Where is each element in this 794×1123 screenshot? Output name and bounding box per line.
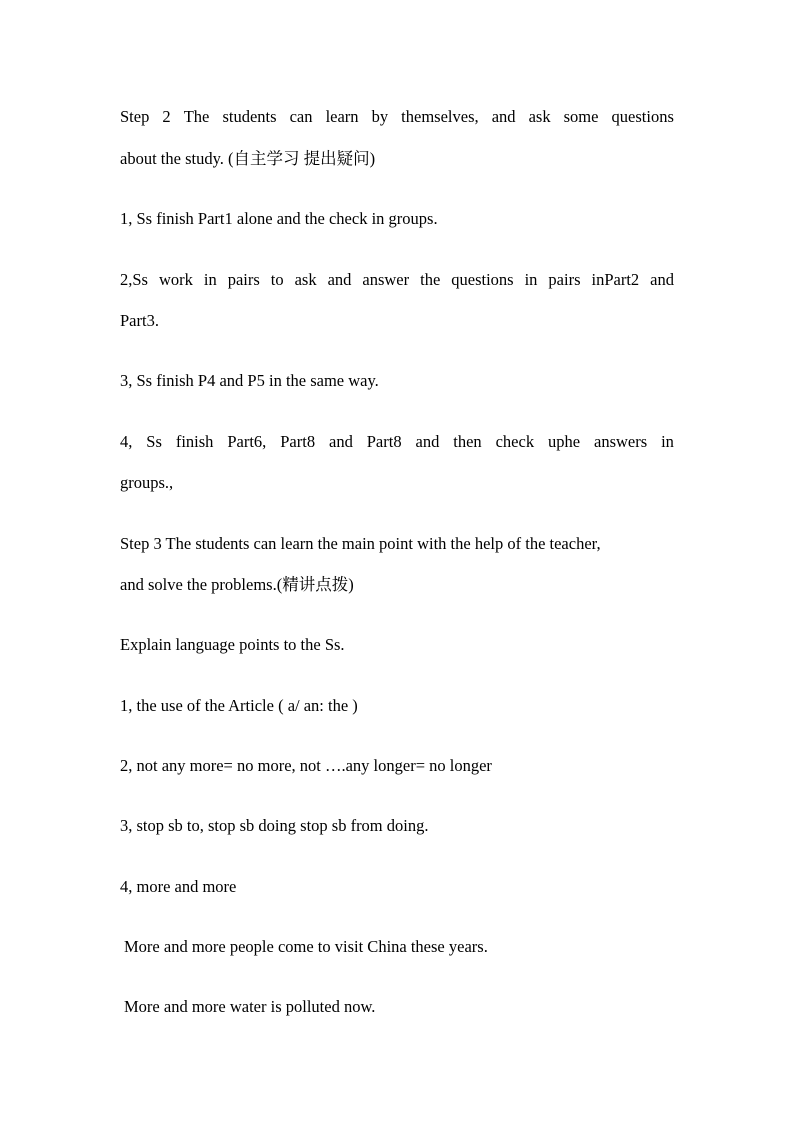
step2-item-2-word: and (650, 270, 674, 289)
step3-point-4: 4, more and more (120, 877, 237, 896)
step2-heading-word: can (289, 107, 313, 126)
step2-heading-word: 2 (162, 107, 171, 126)
step2-item-4-word: Ss (146, 432, 162, 451)
step2-item-4-word: 4, (120, 432, 133, 451)
step2-item-4 (120, 432, 674, 452)
step2-item-4-word: finish (175, 432, 214, 451)
step3-heading: Step 3 The students can learn the main point with the help of the teacher, (120, 534, 601, 553)
step2-item-1: 1, Ss finish Part1 alone and the check in groups. (120, 209, 438, 228)
step2-item-2-word: ask (294, 270, 317, 289)
step2-item-2-word: in (203, 270, 217, 289)
step2-item-2-word: pairs (548, 270, 581, 289)
step2-heading-word: themselves, (401, 107, 479, 126)
step2-heading-word: ask (528, 107, 551, 126)
step3-point-1: 1, the use of the Article ( a/ an: the ) (120, 696, 358, 715)
step2-item-4-word: and (329, 432, 353, 451)
step2-item-4-word: Part8 (366, 432, 402, 451)
step2-item-2-word: inPart2 (591, 270, 640, 289)
step2-item-4-word: uphe (548, 432, 581, 451)
step2-item-4-word: answers (594, 432, 648, 451)
step3-heading-continued: and solve the problems.(精讲点拨) (120, 575, 354, 594)
step2-item-4-word: and (415, 432, 440, 451)
step2-item-4-word: check (495, 432, 535, 451)
step2-item-2-continued: Part3. (120, 311, 159, 330)
step2-item-2-word: in (524, 270, 538, 289)
step2-item-2-word: pairs (227, 270, 260, 289)
step2-heading-word: Step (120, 107, 150, 126)
step3-point-3: 3, stop sb to, stop sb doing stop sb from doing. (120, 816, 429, 835)
step2-heading-word: students (222, 107, 277, 126)
step2-item-2-word: to (270, 270, 284, 289)
step2-heading-word: some (563, 107, 599, 126)
step2-item-4-word: Part8 (280, 432, 316, 451)
step2-heading-word: learn (325, 107, 359, 126)
step2-item-2-word: the (420, 270, 441, 289)
step2-item-2-word: work (158, 270, 193, 289)
step2-heading-word: questions (611, 107, 674, 126)
step2-item-2-word: answer (362, 270, 410, 289)
example-sentence-1: More and more people come to visit China these years. (124, 937, 488, 956)
step2-heading (120, 107, 674, 127)
step2-item-2-word: 2,Ss (120, 270, 148, 289)
example-sentence-2: More and more water is polluted now. (124, 997, 376, 1016)
step2-item-2-word: and (327, 270, 352, 289)
step2-item-3: 3, Ss finish P4 and P5 in the same way. (120, 371, 379, 390)
step2-item-2 (120, 270, 674, 290)
step2-heading-word: and (491, 107, 516, 126)
step2-heading-continued: about the study. (自主学习 提出疑问) (120, 149, 376, 168)
step3-intro: Explain language points to the Ss. (120, 635, 345, 654)
step3-point-2: 2, not any more= no more, not ….any longer= no longer (120, 756, 492, 775)
step2-item-4-word: in (661, 432, 674, 451)
step2-heading-word: The (183, 107, 210, 126)
step2-item-2-word: questions (451, 270, 514, 289)
step2-heading-word: by (371, 107, 389, 126)
step2-item-4-word: Part6, (227, 432, 267, 451)
step2-item-4-word: then (453, 432, 482, 451)
step2-item-4-continued: groups., (120, 473, 174, 492)
